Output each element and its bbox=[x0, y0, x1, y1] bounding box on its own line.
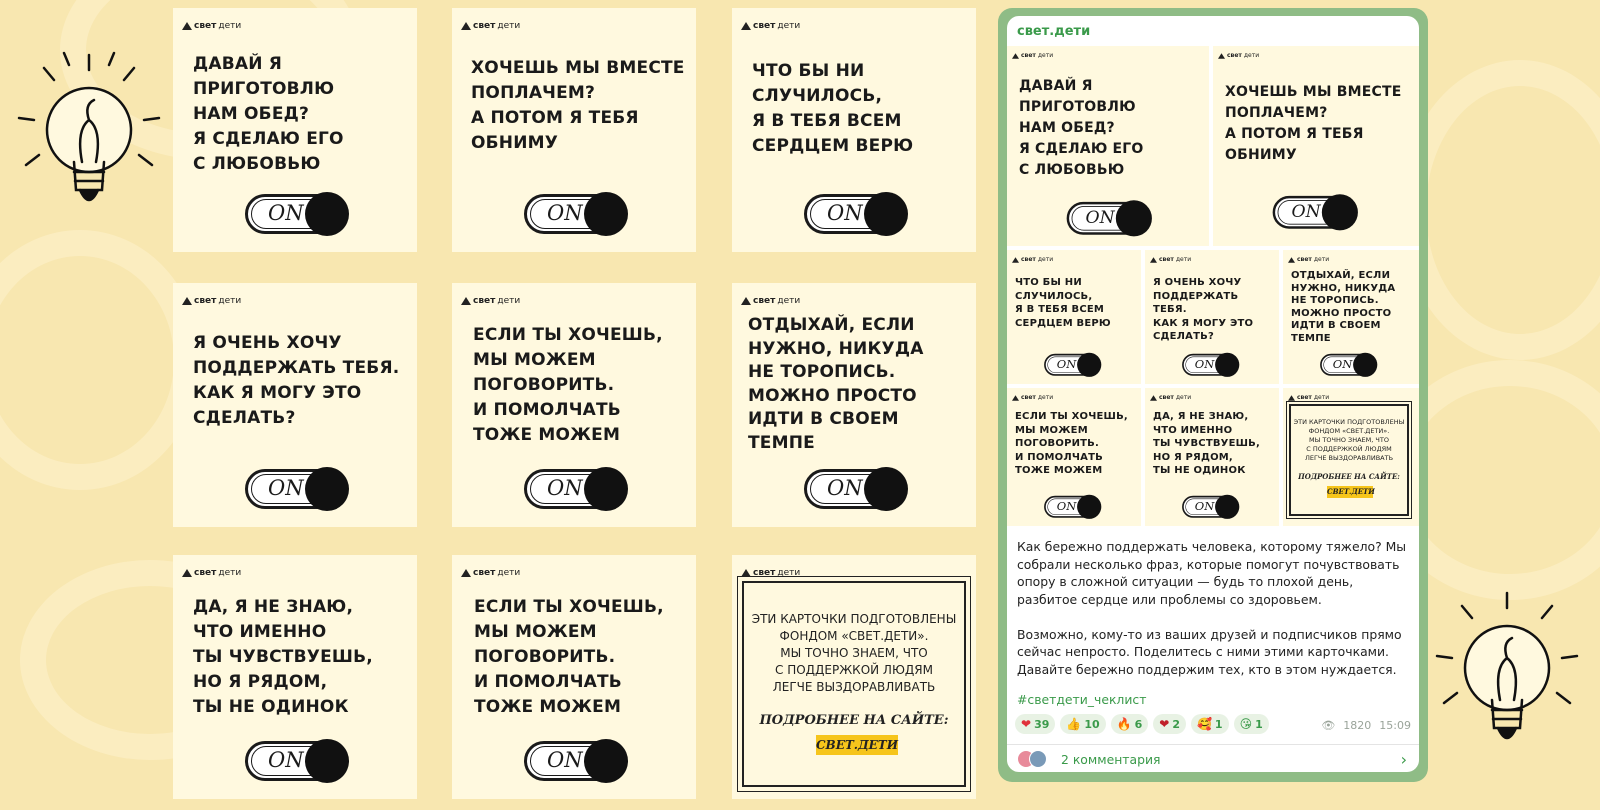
bg-swirl bbox=[1400, 60, 1600, 360]
telegram-post-frame bbox=[998, 8, 1428, 782]
card-text: Я ОЧЕНЬ ХОЧУ ПОДДЕРЖАТЬ ТЕБЯ. КАК Я МОГУ ЭТО СДЕЛАТЬ? bbox=[193, 333, 400, 428]
brand-logo: свет дети bbox=[741, 21, 800, 31]
card-text: ДА, Я НЕ ЗНАЮ, ЧТО ИМЕННО ТЫ ЧУВСТВУЕШЬ, НО Я РЯДОМ, ТЫ НЕ ОДИНОК bbox=[1153, 411, 1260, 476]
card-text: ОТДЫХАЙ, ЕСЛИ НУЖНО, НИКУДА НЕ ТОРОПИСЬ. МОЖНО ПРОСТО ИДТИ В СВОЕМ ТЕМПЕ bbox=[1291, 270, 1396, 344]
card-text: ЧТО БЫ НИ СЛУЧИЛОСЬ, Я В ТЕБЯ ВСЕМ СЕРДЦЕМ ВЕРЮ bbox=[1015, 277, 1111, 329]
brand-logo: свет дети bbox=[1012, 394, 1053, 401]
on-toggle: ON bbox=[522, 190, 628, 238]
media-card[interactable] bbox=[1007, 250, 1141, 384]
final-text: ЭТИ КАРТОЧКИ ПОДГОТОВЛЕНЫ ФОНДОМ «СВЕТ.ДЕТИ». МЫ ТОЧНО ЗНАЕМ, ЧТО С ПОДДЕРЖКОЙ ЛЮДЯМ ЛЕГЧЕ ВЫЗДОРАВЛИВАТЬ bbox=[751, 612, 957, 694]
lightbulb-icon bbox=[14, 50, 164, 220]
card-text: ХОЧЕШЬ МЫ ВМЕСТЕ ПОПЛАЧЕМ? А ПОТОМ Я ТЕБЯ ОБНИМУ bbox=[1225, 84, 1402, 163]
card-text: ДА, Я НЕ ЗНАЮ, ЧТО ИМЕННО ТЫ ЧУВСТВУЕШЬ, НО Я РЯДОМ, ТЫ НЕ ОДИНОК bbox=[193, 597, 373, 717]
card-5 bbox=[452, 283, 696, 527]
card-text: ДАВАЙ Я ПРИГОТОВЛЮ НАМ ОБЕД? Я СДЕЛАЮ ЕГО С ЛЮБОВЬЮ bbox=[193, 54, 344, 174]
reaction-heart[interactable]: ❤ 39 bbox=[1015, 714, 1055, 734]
hashtag-link[interactable]: #светдети_чеклист bbox=[1017, 692, 1147, 707]
card-text: Я ОЧЕНЬ ХОЧУ ПОДДЕРЖАТЬ ТЕБЯ. КАК Я МОГУ ЭТО СДЕЛАТЬ? bbox=[1153, 277, 1254, 342]
brand-logo: свет дети bbox=[741, 568, 800, 578]
card-8 bbox=[452, 555, 696, 799]
on-toggle: ON bbox=[1043, 352, 1101, 378]
on-toggle: ON bbox=[1181, 352, 1239, 378]
brand-logo: свет дети bbox=[182, 568, 241, 578]
on-toggle: ON bbox=[1319, 352, 1377, 378]
avatar bbox=[1029, 750, 1047, 768]
card-text: ОТДЫХАЙ, ЕСЛИ НУЖНО, НИКУДА НЕ ТОРОПИСЬ. МОЖНО ПРОСТО ИДТИ В СВОЕМ ТЕМПЕ bbox=[748, 315, 924, 453]
telegram-message bbox=[1007, 16, 1419, 772]
card-text: ЕСЛИ ТЫ ХОЧЕШЬ, МЫ МОЖЕМ ПОГОВОРИТЬ. И ПОМОЛЧАТЬ ТОЖЕ МОЖЕМ bbox=[474, 597, 664, 717]
chevron-right-icon: › bbox=[1400, 750, 1407, 769]
brand-logo: свет дети bbox=[1218, 52, 1259, 59]
comments-label: 2 комментария bbox=[1061, 751, 1161, 767]
reaction-kiss[interactable]: 😘 1 bbox=[1234, 714, 1269, 734]
brand-logo: свет дети bbox=[1288, 256, 1329, 263]
brand-logo: свет дети bbox=[1150, 256, 1191, 263]
media-card[interactable] bbox=[1007, 388, 1141, 526]
brand-logo: свет дети bbox=[461, 21, 520, 31]
on-toggle: ON bbox=[243, 465, 349, 513]
media-card[interactable] bbox=[1283, 250, 1419, 384]
on-toggle: ON bbox=[522, 465, 628, 513]
card-7 bbox=[173, 555, 417, 799]
on-toggle: ON bbox=[1271, 193, 1358, 232]
brand-logo: свет дети bbox=[182, 296, 241, 306]
brand-logo: свет дети bbox=[1288, 394, 1329, 401]
more-label: ПОДРОБНЕЕ НА САЙТЕ: bbox=[759, 713, 949, 728]
brand-logo: свет дети bbox=[1012, 52, 1053, 59]
final-frame bbox=[742, 581, 966, 787]
on-toggle: ON bbox=[802, 190, 908, 238]
media-card[interactable] bbox=[1213, 46, 1419, 246]
on-toggle: ON bbox=[243, 190, 349, 238]
card-text: ЧТО БЫ НИ СЛУЧИЛОСЬ, Я В ТЕБЯ ВСЕМ СЕРДЦЕМ ВЕРЮ bbox=[752, 61, 914, 156]
on-toggle: ON bbox=[522, 737, 628, 785]
on-toggle: ON bbox=[1065, 199, 1152, 238]
brand-logo: свет дети bbox=[461, 296, 520, 306]
media-card[interactable] bbox=[1007, 46, 1209, 246]
post-time: 15:09 bbox=[1379, 719, 1411, 732]
on-toggle: ON bbox=[1043, 494, 1101, 520]
card-text: ДАВАЙ Я ПРИГОТОВЛЮ НАМ ОБЕД? Я СДЕЛАЮ ЕГО С ЛЮБОВЬЮ bbox=[1019, 78, 1144, 178]
bg-swirl bbox=[0, 230, 200, 490]
reaction-thumbs-up[interactable]: 👍 10 bbox=[1060, 714, 1105, 734]
media-card[interactable] bbox=[1283, 388, 1419, 526]
reaction-heart-dark[interactable]: ❤ 2 bbox=[1153, 714, 1186, 734]
card-text: ЕСЛИ ТЫ ХОЧЕШЬ, МЫ МОЖЕМ ПОГОВОРИТЬ. И ПОМОЛЧАТЬ ТОЖЕ МОЖЕМ bbox=[473, 325, 663, 445]
eye-icon: 👁 bbox=[1321, 719, 1336, 732]
card-6 bbox=[732, 283, 976, 527]
views-count: 1820 bbox=[1343, 719, 1372, 732]
final-text: ЭТИ КАРТОЧКИ ПОДГОТОВЛЕНЫ ФОНДОМ «СВЕТ.ДЕТИ». МЫ ТОЧНО ЗНАЕМ, ЧТО С ПОДДЕРЖКОЙ ЛЮДЯМ ЛЕГЧЕ ВЫЗДОРАВЛИВАТЬ bbox=[1293, 418, 1405, 462]
on-toggle: ON bbox=[802, 465, 908, 513]
media-card[interactable] bbox=[1145, 250, 1279, 384]
channel-name[interactable]: свет.дети bbox=[1017, 24, 1091, 39]
on-toggle: ON bbox=[1181, 494, 1239, 520]
lightbulb-icon bbox=[1432, 588, 1582, 758]
post-meta bbox=[1321, 719, 1411, 732]
media-grid[interactable] bbox=[1007, 46, 1419, 534]
brand-logo: свет дети bbox=[741, 296, 800, 306]
brand-logo: свет дети bbox=[461, 568, 520, 578]
more-label: ПОДРОБНЕЕ НА САЙТЕ: bbox=[1298, 472, 1400, 481]
reaction-fire[interactable]: 🔥 6 bbox=[1111, 714, 1149, 734]
card-final bbox=[732, 555, 976, 799]
on-toggle: ON bbox=[243, 737, 349, 785]
brand-logo: свет дети bbox=[1012, 256, 1053, 263]
card-text: ЕСЛИ ТЫ ХОЧЕШЬ, МЫ МОЖЕМ ПОГОВОРИТЬ. И ПОМОЛЧАТЬ ТОЖЕ МОЖЕМ bbox=[1015, 411, 1128, 476]
card-1 bbox=[173, 8, 417, 252]
divider bbox=[1007, 744, 1419, 745]
card-3 bbox=[732, 8, 976, 252]
brand-logo: свет дети bbox=[1150, 394, 1191, 401]
brand-logo: свет дети bbox=[182, 21, 241, 31]
card-2 bbox=[452, 8, 696, 252]
reactions-bar bbox=[1015, 714, 1269, 734]
post-body: Как бережно поддержать человека, которому тяжело? Мы собрали несколько фраз, которые помогут почувствовать опору в сложной ситуации — будь то плохой день, разбитое сердце или проблемы со здоровьем. Возможно, кому-то из ваших друзей и подписчиков прямо сейчас непросто. Поделитесь с ними этими карточками. Давайте бережно поддержим тех, кто в этом нуждается. bbox=[1017, 539, 1407, 677]
media-card[interactable] bbox=[1145, 388, 1279, 526]
final-frame bbox=[1289, 404, 1409, 516]
comments-link[interactable] bbox=[1007, 746, 1419, 772]
reaction-smiling-hearts[interactable]: 🥰 1 bbox=[1191, 714, 1229, 734]
site-badge: СВЕТ.ДЕТИ bbox=[1327, 487, 1375, 496]
card-text: ХОЧЕШЬ МЫ ВМЕСТЕ ПОПЛАЧЕМ? А ПОТОМ Я ТЕБЯ ОБНИМУ bbox=[471, 58, 685, 153]
site-badge: СВЕТ.ДЕТИ bbox=[816, 735, 898, 755]
card-4 bbox=[173, 283, 417, 527]
